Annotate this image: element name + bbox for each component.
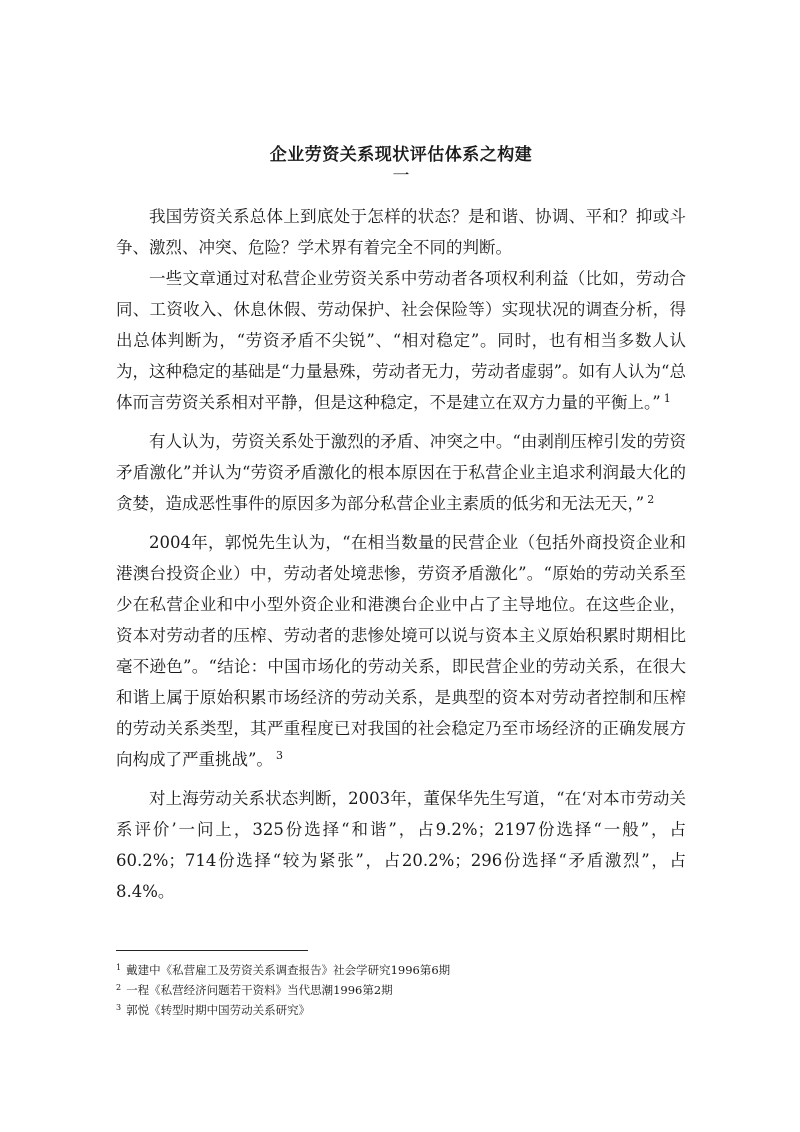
paragraph bbox=[116, 263, 686, 418]
footnote-number: 1 bbox=[116, 963, 122, 972]
section-number: 一 bbox=[392, 166, 410, 186]
footnote-ref[interactable]: 3 bbox=[275, 749, 283, 762]
paragraph-text: 2004年，郭悦先生认为，“在相当数量的民营企业（包括外商投资企业和港澳台投资企业）中，劳动者处境悲惨，劳资矛盾激化”。“原始的劳动关系至少在私营企业和中小型外资企业和港澳台企业中占了主导地位。在这些企业，资本对劳动者的压榨、劳动者的悲惨处境可以说与资本主义原始积累时期相比毫不逊色”。“结论：中国市场化的劳动关系，即民营企业的劳动关系，在很大和谐上属于原始积累市场经济的劳动关系，是典型的资本对劳动者控制和压榨的劳动关系类型，其严重程度已对我国的社会稳定乃至市场经济的正确发展方向构成了严重挑战”。 bbox=[116, 533, 686, 769]
paragraph-text: 有人认为，劳资关系处于激烈的矛盾、冲突之中。“由剥削压榨引发的劳资矛盾激化”并认为“劳资矛盾激化的根本原因在于私营企业主追求利润最大化的贪婪，造成恶性事件的原因多为部分私营企业主素质的低劣和无法无天，” bbox=[116, 432, 686, 513]
footnote-ref[interactable]: 2 bbox=[647, 493, 655, 506]
paragraph bbox=[116, 527, 686, 775]
footnote-number: 3 bbox=[116, 1003, 122, 1012]
footnotes bbox=[116, 960, 676, 1020]
paragraph bbox=[116, 426, 686, 519]
paragraph bbox=[116, 783, 686, 907]
footnote-separator bbox=[116, 950, 308, 951]
footnote-number: 2 bbox=[116, 983, 122, 992]
paragraph-text: 我国劳资关系总体上到底处于怎样的状态？是和谐、协调、平和？抑或斗争、激烈、冲突、危险？学术界有着完全不同的判断。 bbox=[116, 207, 686, 257]
document-body bbox=[116, 130, 686, 907]
footnote-item bbox=[116, 960, 676, 980]
paragraph-text: 对上海劳动关系状态判断，2003年，董保华先生写道，“在‘对本市劳动关系评价’一问上，325份选择“和谐”，占9.2%；2197份选择“一般”，占60.2%；714份选择“较为紧张”，占20.2%；296份选择“矛盾激烈”，占8.4%。 bbox=[116, 789, 686, 901]
footnote-text: 一程《私营经济问题若干资料》当代思潮1996第2期 bbox=[126, 983, 393, 997]
document-title: 企业劳资关系现状评估体系之构建 bbox=[269, 145, 533, 165]
footnote-text: 郭悦《转型时期中国劳动关系研究》 bbox=[126, 1003, 311, 1017]
footnote-item bbox=[116, 980, 676, 1000]
paragraph bbox=[116, 201, 686, 263]
footnote-item bbox=[116, 1000, 676, 1020]
footnote-ref[interactable]: 1 bbox=[663, 392, 671, 405]
footnote-text: 戴建中《私营雇工及劳资关系调查报告》社会学研究1996第6期 bbox=[126, 963, 451, 977]
paragraph-text: 一些文章通过对私营企业劳资关系中劳动者各项权利利益（比如，劳动合同、工资收入、休息休假、劳动保护、社会保险等）实现状况的调查分析，得出总体判断为，“劳资矛盾不尖锐”、“相对稳定”。同时，也有相当多数人认为，这种稳定的基础是“力量悬殊，劳动者无力，劳动者虚弱”。如有人认为“总体而言劳资关系相对平静，但是这种稳定，不是建立在双方力量的平衡上。” bbox=[116, 269, 686, 412]
